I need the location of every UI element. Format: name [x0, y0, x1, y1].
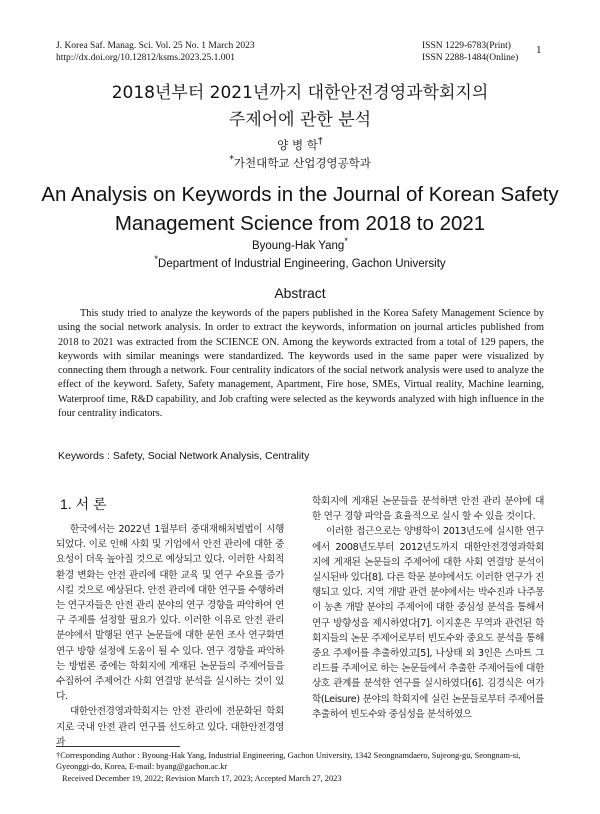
corresponding-author: †Corresponding Author : Byoung-Hak Yang, Industrial Engineering, Gachon University, 1342 Seongnamdaero, Sujeong-gu, Seongnam-si, Gyeonggi-do, Korea, E-mail: byang@gachon.ac.kr — [56, 751, 521, 772]
keywords-label: Keywords — [58, 450, 105, 462]
english-affiliation — [0, 254, 600, 270]
received-dates: Received December 19, 2022; Revision March 17, 2023; Accepted March 27, 2023 — [62, 773, 342, 783]
english-affiliation-mark: * — [154, 254, 159, 265]
abstract-heading: Abstract — [274, 285, 326, 301]
keywords-list: Safety, Social Network Analysis, Centrality — [112, 450, 310, 462]
abstract-body — [58, 307, 544, 421]
korean-affiliation — [0, 154, 600, 171]
abstract-text: This study tried to analyze the keywords of the papers published in the Korea Safety Management Science by using the social network analysis. In order to extract the keywords, information on journal articles published from 2018 to 2021 was extracted from the SCIENCE ON. Among the keywords extracted from a total of 129 papers, the keywords with similar meanings were standardized. The keywords used in the same paper were visualized by connecting them through a network. Four centrality indicators of the social network analysis were used to analyze the effect of the keyword. Safety, Safety management, Apartment, Fire hose, SMEs, Virtual reality, Machine learning, Waterproof time, R&D capability, and Job crafting were selected as the keywords analyzed with high influence in the four centrality indicators. — [58, 308, 544, 420]
english-author-name: Byoung-Hak Yang — [251, 239, 345, 252]
intro-paragraph-2: 대한안전경영과학회지는 안전 관리에 전문화된 학회지로 국내 안전 관리 연구를 선도하고 있다. 대한안전경영과 — [56, 706, 284, 748]
section-title: 1. 서 론 — [60, 496, 107, 512]
english-affiliation-text: Department of Industrial Engineering, Gachon University — [158, 257, 446, 270]
korean-title — [0, 80, 600, 134]
english-title-line2: Management Science from 2018 to 2021 — [114, 212, 486, 235]
left-column — [56, 522, 284, 750]
right-column — [312, 494, 544, 722]
english-title-line1: An Analysis on Keywords in the Journal of Korean Safety — [41, 183, 559, 206]
intro-paragraph-continued: 학회지에 게재된 논문들을 분석하면 안전 관리 분야에 대한 연구 경향 파악을 효율적으로 실시 할 수 있을 것이다. — [312, 496, 544, 523]
page-number: 1 — [536, 44, 542, 56]
korean-author — [0, 136, 600, 153]
korean-affiliation-mark: * — [229, 154, 234, 165]
journal-citation: J. Korea Saf. Manag. Sci. Vol. 25 No. 1 March 2023 — [56, 41, 255, 51]
korean-title-line1: 2018년부터 2021년까지 대한안전경영과학회지의 — [111, 83, 489, 103]
journal-header — [56, 40, 255, 64]
doi-link[interactable]: http://dx.doi.org/10.12812/ksms.2023.25.1.001 — [56, 53, 236, 63]
english-author — [0, 236, 600, 252]
footnote — [56, 750, 546, 784]
footnote-divider — [56, 746, 180, 747]
intro-paragraph-3: 이러한 접근으로는 양병학이 2013년도에 실시한 연구에서 2008년도부터 2012년도까지 대한안전경영과학회지에 게재된 논문들의 주제어에 대한 사회 연결망 분석이 실시된바 있다[8]. 다른 학문 분야에서도 이러한 연구가 진행되고 있다. 지역 개발 관련 분야에서는 박수진과 나주몽이 농촌 개발 분야의 주제어에 대한 중심성 분석을 통해서 연구 방향성을 제시하였다[7]. 이지훈은 무역과 관련된 학회지들의 논문 주제어로부터 빈도수와 중요도 분석을 통해 중요 주제어를 추출하였고[5], 나상태 외 3인은 스마트 그리드를 주제어로 하는 논문들에서 추출한 주제어들에 대한 상호 관계를 분석한 연구를 실시하였다[6]. 김경식은 여가학(Leisure) 분야의 학회지에 실린 논문들로부터 주제어를 추출하여 빈도수와 중심성을 분석하였으 — [312, 526, 544, 720]
korean-author-mark: † — [317, 136, 323, 147]
issn-block — [422, 40, 518, 64]
korean-title-line2: 주제어에 관한 분석 — [228, 110, 372, 130]
korean-author-name: 양 병 학 — [277, 137, 318, 152]
intro-paragraph-1: 한국에서는 2022년 1월부터 중대재해처벌법이 시행되었다. 이로 인해 사회 및 기업에서 안전 관리에 대한 중요성이 더욱 높아질 것으로 예상되고 있다. 이러한 사회적 환경 변화는 안전 관리에 대한 교육 및 연구 수요를 증가 시킬 것으로 예상된다. 안전 관리에 대한 연구를 수행하려는 연구자들은 안전 관리 분야의 연구 경향을 파악하여 연구 주제를 설정할 필요가 있다. 이러한 이유로 안전 관리 분야에서 발행된 연구 논문들에 대한 문헌 조사 연구화면 연구 방향 설정에 도움이 될 수 있다. 연구 경향을 파악하는 방법론 중에는 학회지에 게재된 논문들의 주제어들을 수집하여 주제어간 사회 연결망 분석을 실시하는 것이 있다. — [56, 524, 284, 703]
issn-online: ISSN 2288-1484(Online) — [422, 53, 519, 63]
issn-print: ISSN 1229-6783(Print) — [422, 41, 511, 51]
keywords-separator: : — [104, 450, 113, 462]
english-title — [0, 180, 600, 238]
keywords-line — [58, 450, 544, 462]
korean-affiliation-text: 가천대학교 산업경영공학과 — [233, 155, 371, 170]
english-author-mark: * — [344, 236, 348, 247]
